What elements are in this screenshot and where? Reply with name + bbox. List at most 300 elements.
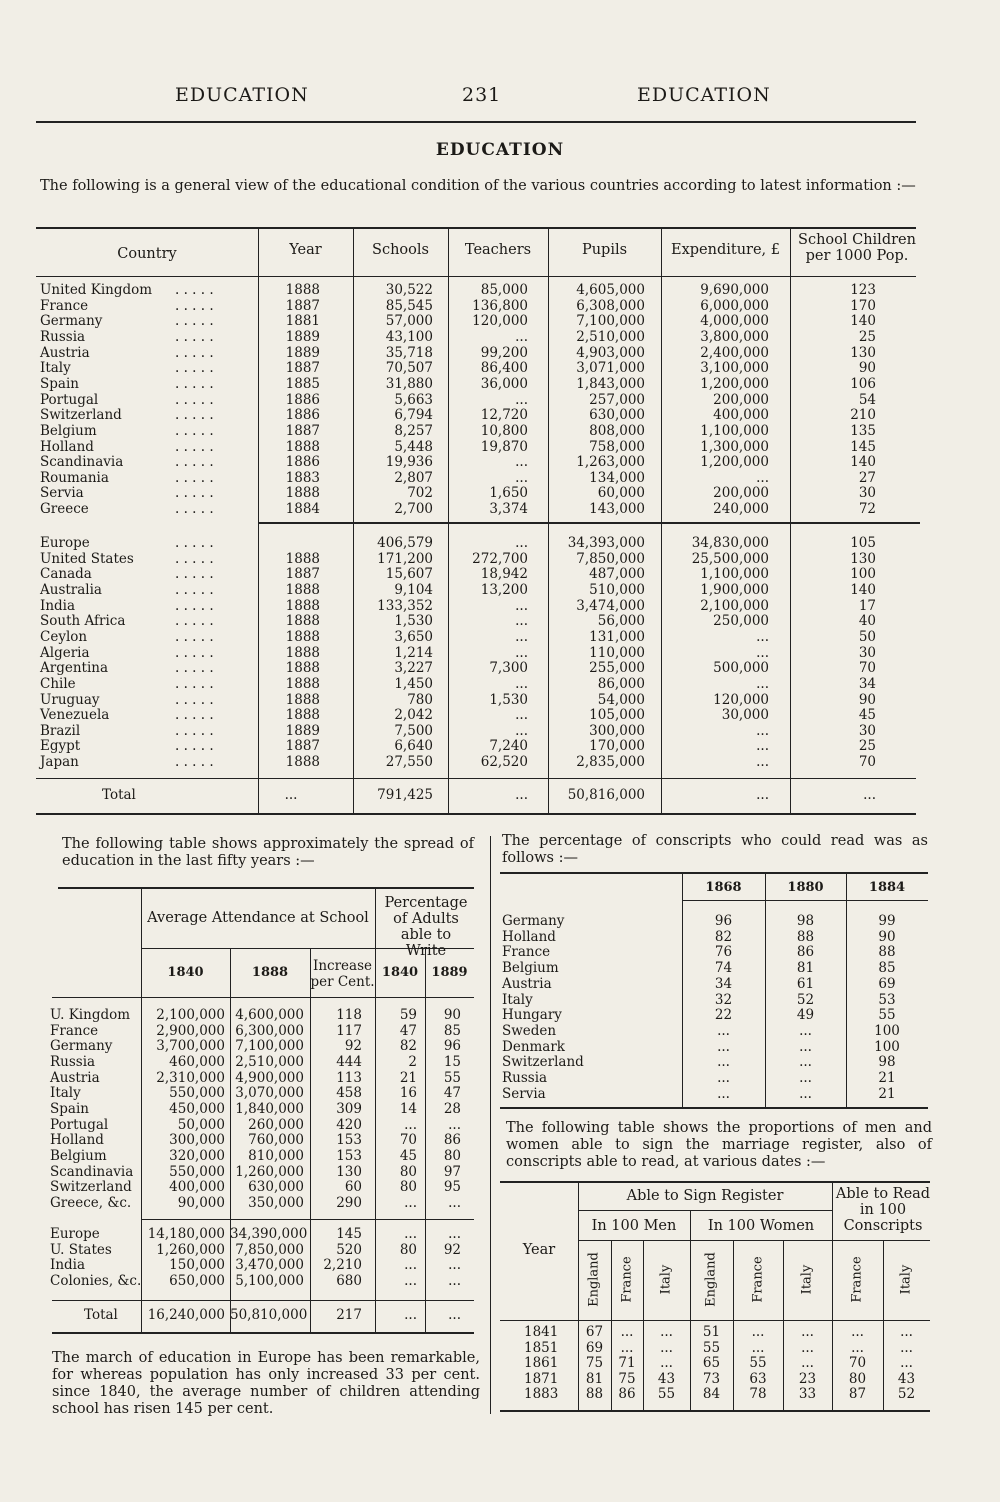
- t1-expenditure: 200,000: [713, 391, 769, 408]
- t1-schools: 2,807: [394, 469, 433, 486]
- t2-write-1840: 16: [399, 1085, 417, 1102]
- t1-year: 1887: [285, 422, 320, 439]
- t1-schools: 43,100: [385, 328, 433, 345]
- t4-cell: ...: [851, 1324, 864, 1340]
- t1-group-rule: [258, 522, 920, 524]
- t1-pupils: 105,000: [589, 707, 645, 724]
- t4-cell: 87: [848, 1386, 867, 1403]
- t2-total-country: Total: [84, 1307, 118, 1323]
- page-number: 231: [462, 84, 502, 106]
- t1-pupils: 110,000: [589, 644, 645, 661]
- t2-country: Austria: [50, 1069, 100, 1086]
- t1-country: United States: [40, 550, 134, 567]
- t1-teachers: 36,000: [480, 375, 528, 392]
- t1-teachers: 10,800: [480, 422, 528, 439]
- t2-att-1888: 1,260,000: [235, 1163, 304, 1180]
- t1-pupils: 510,000: [589, 581, 645, 598]
- t1-children-per-1000: 140: [850, 581, 876, 598]
- t4-cell: ...: [751, 1324, 765, 1340]
- t2-write-1889: 80: [443, 1147, 461, 1164]
- t3-y1884: 55: [878, 1007, 896, 1024]
- t1-children-per-1000: 105: [850, 535, 876, 551]
- t2-att-1840: 150,000: [169, 1257, 225, 1274]
- t3-country: Switzerland: [502, 1054, 584, 1071]
- t2-att-1888: 7,100,000: [235, 1038, 304, 1055]
- t1-expenditure: 250,000: [713, 613, 769, 630]
- t4-sub-rule-1: [578, 1210, 832, 1211]
- t2-increase: 520: [336, 1241, 362, 1258]
- t1-schools: 3,227: [394, 660, 433, 677]
- t4-cell: 65: [702, 1355, 721, 1372]
- t3-year-1884: 1884: [868, 880, 906, 895]
- t1-children-per-1000: 17: [858, 597, 876, 614]
- t1-header-teachers: Teachers: [464, 242, 532, 258]
- t1-country: India: [40, 597, 76, 614]
- t3-y1880: ...: [799, 1054, 812, 1071]
- t2-write-1840: ...: [404, 1116, 417, 1133]
- t1-teachers: ...: [515, 391, 528, 408]
- t1-head-rule: [36, 276, 916, 277]
- t4-cell: 75: [618, 1370, 636, 1387]
- t1-teachers: 7,300: [489, 660, 528, 677]
- t2-att-1840: 650,000: [169, 1272, 225, 1289]
- t2-sub-increase: Increase per Cent.: [310, 958, 375, 990]
- t3-y1880: ...: [799, 1022, 812, 1039]
- t4-col-header: England: [586, 1252, 602, 1307]
- t1-year: 1888: [285, 597, 320, 614]
- page-title: EDUCATION: [435, 140, 565, 160]
- t2-increase: 153: [336, 1132, 362, 1149]
- t2-write-1840: ...: [404, 1257, 417, 1274]
- t1-schools: 6,794: [394, 407, 433, 424]
- t1-expenditure: ...: [756, 644, 769, 661]
- t1-total-teachers: ...: [515, 787, 528, 803]
- t2-increase: 130: [336, 1163, 362, 1180]
- t1-children-per-1000: 30: [858, 722, 876, 739]
- t1-schools: 9,104: [394, 581, 433, 598]
- t1-children-per-1000: 72: [858, 501, 876, 518]
- t2-increase: 680: [336, 1272, 362, 1289]
- t1-teachers: ...: [515, 675, 528, 692]
- t1-pupils: 4,903,000: [576, 344, 645, 361]
- t1-pupils: 758,000: [589, 438, 645, 455]
- t2-att-1840: 320,000: [169, 1147, 225, 1164]
- t1-country: Australia: [40, 581, 102, 598]
- t3-y1868: 34: [714, 975, 733, 992]
- t1-expenditure: 25,500,000: [691, 550, 769, 567]
- leader-dots: . . . . .: [175, 550, 214, 567]
- t4-col-sep: [643, 1240, 644, 1410]
- t1-schools: 2,700: [394, 501, 433, 518]
- t2-write-1889: ...: [448, 1226, 461, 1242]
- t1-children-per-1000: 50: [858, 628, 876, 645]
- t3-y1868: 74: [714, 960, 733, 977]
- leader-dots: . . . . .: [175, 581, 214, 598]
- t1-children-per-1000: 145: [850, 438, 876, 455]
- t2-increase: 118: [336, 1007, 362, 1023]
- t2-att-1840: 2,900,000: [156, 1022, 225, 1039]
- t1-expenditure: 1,200,000: [700, 375, 769, 392]
- t2-write-1840: 2: [408, 1053, 417, 1070]
- t4-cell: 78: [749, 1386, 767, 1403]
- t4-cell: 1861: [524, 1355, 559, 1372]
- t1-schools: 70,507: [385, 360, 433, 377]
- t1-schools: 1,530: [394, 613, 433, 630]
- t1-country: Argentina: [40, 660, 109, 677]
- t1-schools: 702: [407, 485, 433, 502]
- t1-pupils: 3,474,000: [576, 597, 645, 614]
- t2-write-1840: 47: [399, 1022, 417, 1039]
- t1-total-expenditure: ...: [756, 787, 769, 803]
- t1-year: 1887: [285, 297, 320, 314]
- t1-col-sep: [790, 227, 791, 813]
- t3-y1884: 69: [878, 975, 896, 992]
- t1-schools: 19,936: [385, 454, 433, 471]
- t4-cell: 67: [585, 1324, 604, 1340]
- t1-expenditure: ...: [756, 628, 769, 645]
- t1-pupils: 7,100,000: [576, 313, 645, 330]
- t1-children-per-1000: 123: [850, 282, 876, 298]
- t2-country: Russia: [50, 1053, 96, 1070]
- t1-year: 1888: [285, 485, 320, 502]
- t1-year: 1888: [285, 675, 320, 692]
- t1-children-per-1000: 90: [858, 360, 876, 377]
- t1-year: 1888: [285, 628, 320, 645]
- t1-year: 1883: [285, 469, 320, 486]
- t1-year: 1888: [285, 550, 320, 567]
- t3-country: France: [502, 944, 551, 961]
- t2-increase: 2,210: [323, 1257, 362, 1274]
- t1-teachers: 3,374: [489, 501, 528, 518]
- t4-cell: 80: [848, 1370, 867, 1387]
- t4-cell: 73: [702, 1370, 721, 1387]
- t1-pupils: 56,000: [597, 613, 645, 630]
- t4-intro: The following table shows the proportions of men and women able to sign the marriage register, also of conscripts able to read, at various dates :—: [506, 1120, 932, 1170]
- t2-att-1840: 1,260,000: [156, 1241, 225, 1258]
- t2-increase: 444: [336, 1053, 362, 1070]
- t1-year: 1887: [285, 738, 320, 755]
- t1-schools: 27,550: [385, 754, 433, 771]
- t3-y1884: 90: [878, 928, 896, 945]
- t2-write-1840: ...: [404, 1272, 417, 1289]
- t1-year: 1888: [285, 644, 320, 661]
- t1-pupils: 487,000: [589, 566, 645, 583]
- leader-dots: . . . . .: [175, 566, 214, 583]
- t2-att-1888: 3,070,000: [235, 1085, 304, 1102]
- t4-cell: ...: [751, 1339, 765, 1356]
- t1-schools: 1,214: [394, 644, 433, 661]
- t4-cell: 1851: [524, 1339, 559, 1356]
- t2-write-1889: 28: [443, 1100, 461, 1117]
- t1-year: 1886: [285, 391, 320, 408]
- t1-children-per-1000: 135: [850, 422, 876, 439]
- t2-country: Belgium: [50, 1147, 107, 1164]
- t4-cell: 23: [798, 1370, 817, 1387]
- t4-col-sep: [832, 1181, 833, 1410]
- t1-teachers: ...: [515, 454, 528, 471]
- t2-write-1889: ...: [448, 1257, 461, 1274]
- t1-expenditure: 3,800,000: [700, 328, 769, 345]
- t4-col-header: France: [750, 1256, 766, 1303]
- t2-att-1888: 7,850,000: [235, 1241, 304, 1258]
- t2-att-1888: 2,510,000: [235, 1053, 304, 1070]
- t2-total-att-1840: 16,240,000: [147, 1307, 225, 1323]
- leader-dots: . . . . .: [175, 660, 214, 677]
- t4-cell: 86: [618, 1386, 636, 1403]
- leader-dots: . . . . .: [175, 644, 214, 661]
- t1-teachers: 18,942: [480, 566, 528, 583]
- t2-att-1840: 14,180,000: [147, 1226, 225, 1242]
- t1-expenditure: ...: [756, 754, 769, 771]
- t1-country: Japan: [40, 754, 79, 771]
- t3-top-rule: [500, 872, 928, 874]
- march-paragraph: The march of education in Europe has been remarkable, for whereas population has only increased 33 per cent. since 1840, the average number of children attending school has risen 145 per cent.: [52, 1350, 480, 1417]
- t4-col-header: France: [619, 1256, 635, 1303]
- t3-y1884: 53: [878, 991, 896, 1008]
- t2-increase: 117: [336, 1022, 362, 1039]
- t1-header-children: School Children per 1000 Pop.: [798, 232, 916, 264]
- leader-dots: . . . . .: [175, 282, 214, 298]
- t4-cell: ...: [660, 1355, 673, 1372]
- t2-write-1840: 80: [399, 1179, 417, 1196]
- t2-write-1840: ...: [404, 1194, 417, 1211]
- intro-text: The following is a general view of the educational condition of the various countries according to latest information :—: [40, 178, 916, 194]
- t1-year: 1888: [285, 581, 320, 598]
- t1-teachers: 120,000: [472, 313, 528, 330]
- t2-increase: 458: [336, 1085, 362, 1102]
- leader-dots: . . . . .: [175, 722, 214, 739]
- t1-expenditure: 1,900,000: [700, 581, 769, 598]
- t1-teachers: 1,530: [489, 691, 528, 708]
- t1-schools: 31,880: [385, 375, 433, 392]
- t4-col-header: Italy: [799, 1264, 815, 1295]
- t1-total-year: ...: [284, 787, 298, 803]
- t2-att-1840: 550,000: [169, 1085, 225, 1102]
- t1-header-schools: Schools: [372, 242, 429, 258]
- t1-expenditure: 240,000: [713, 501, 769, 518]
- leader-dots: . . . . .: [175, 407, 214, 424]
- t2-increase: 113: [336, 1069, 362, 1086]
- leader-dots: . . . . .: [175, 391, 214, 408]
- t3-country: Belgium: [502, 960, 559, 977]
- t1-year: 1888: [285, 754, 320, 771]
- t2-write-1840: 14: [399, 1100, 417, 1117]
- t4-bottom-rule: [500, 1410, 930, 1412]
- t1-country: Servia: [40, 485, 84, 502]
- leader-dots: . . . . .: [175, 707, 214, 724]
- t3-country: Italy: [502, 991, 533, 1008]
- t4-cell: 43: [657, 1370, 676, 1387]
- column-divider: [490, 836, 491, 1414]
- t1-year: 1889: [285, 344, 320, 361]
- t2-att-1888: 1,840,000: [235, 1100, 304, 1117]
- t1-country: Uruguay: [40, 691, 100, 708]
- t1-children-per-1000: 140: [850, 313, 876, 330]
- t1-schools: 3,650: [394, 628, 433, 645]
- t1-expenditure: 2,400,000: [700, 344, 769, 361]
- t2-country: Switzerland: [50, 1179, 132, 1196]
- t4-cell: 71: [618, 1355, 636, 1372]
- t1-col-sep: [548, 227, 549, 813]
- t3-y1880: 49: [796, 1007, 815, 1024]
- t2-total-increase: 217: [336, 1307, 362, 1323]
- t4-header-women: In 100 Women: [707, 1218, 815, 1234]
- leader-dots: . . . . .: [175, 675, 214, 692]
- t2-write-1889: 95: [443, 1179, 461, 1196]
- t2-att-1888: 630,000: [248, 1179, 304, 1196]
- t2-att-1840: 400,000: [169, 1179, 225, 1196]
- t3-y1868: ...: [717, 1022, 730, 1039]
- t1-total-rule: [36, 778, 916, 779]
- leader-dots: . . . . .: [175, 597, 214, 614]
- t2-increase: 92: [344, 1038, 362, 1055]
- t3-y1880: 81: [796, 960, 815, 977]
- t4-col-sep: [883, 1240, 884, 1410]
- t2-att-1840: 460,000: [169, 1053, 225, 1070]
- t2-att-1840: 550,000: [169, 1163, 225, 1180]
- t1-schools: 30,522: [385, 282, 433, 298]
- t4-head-rule: [500, 1320, 930, 1321]
- t1-children-per-1000: 30: [858, 644, 876, 661]
- t4-cell: 33: [798, 1386, 817, 1403]
- t4-cell: ...: [801, 1324, 814, 1340]
- t3-y1884: 21: [878, 1085, 896, 1102]
- t4-col-sep: [733, 1240, 734, 1410]
- t1-pupils: 34,393,000: [567, 535, 645, 551]
- t2-write-1840: 21: [399, 1069, 417, 1086]
- t1-children-per-1000: 106: [850, 375, 876, 392]
- t1-country: South Africa: [40, 613, 126, 630]
- t2-att-1888: 3,470,000: [235, 1257, 304, 1274]
- t2-sub-1888: 1888: [251, 965, 289, 980]
- t1-country: Ceylon: [40, 628, 88, 645]
- leader-dots: . . . . .: [175, 360, 214, 377]
- t1-children-per-1000: 70: [858, 660, 876, 677]
- t1-country: Algeria: [40, 644, 90, 661]
- t2-att-1840: 2,310,000: [156, 1069, 225, 1086]
- t3-y1880: 86: [796, 944, 815, 961]
- leader-dots: . . . . .: [175, 328, 214, 345]
- t3-country: Denmark: [502, 1038, 565, 1055]
- t1-country: Egypt: [40, 738, 81, 755]
- t1-schools: 57,000: [385, 313, 433, 330]
- t3-y1868: ...: [717, 1054, 730, 1071]
- t3-country: Russia: [502, 1070, 548, 1086]
- t1-col-sep: [353, 227, 354, 813]
- leader-dots: . . . . .: [175, 485, 214, 502]
- t1-total-pupils: 50,816,000: [567, 787, 645, 803]
- t1-schools: 35,718: [385, 344, 433, 361]
- t3-y1868: 76: [714, 944, 733, 961]
- t1-children-per-1000: 30: [858, 485, 876, 502]
- t1-pupils: 1,263,000: [576, 454, 645, 471]
- t2-write-1889: 90: [443, 1007, 461, 1023]
- t2-increase: 290: [336, 1194, 362, 1211]
- t2-country: U. States: [50, 1241, 112, 1258]
- t1-expenditure: 120,000: [713, 691, 769, 708]
- t4-cell: 88: [585, 1386, 604, 1403]
- running-head-left: EDUCATION: [175, 84, 309, 106]
- running-head-right: EDUCATION: [637, 84, 771, 106]
- t4-cell: ...: [900, 1355, 913, 1372]
- t1-pupils: 2,835,000: [576, 754, 645, 771]
- t1-year: 1887: [285, 360, 320, 377]
- t1-expenditure: 6,000,000: [700, 297, 769, 314]
- t1-country: Spain: [40, 375, 79, 392]
- t1-year: 1889: [285, 328, 320, 345]
- t2-increase: 420: [336, 1116, 362, 1133]
- t1-pupils: 60,000: [597, 485, 645, 502]
- t1-expenditure: 1,200,000: [700, 454, 769, 471]
- t2-att-1888: 34,390,000: [230, 1226, 308, 1242]
- t2-write-1889: 97: [443, 1163, 461, 1180]
- t1-schools: 1,450: [394, 675, 433, 692]
- t1-col-sep: [661, 227, 662, 813]
- t1-expenditure: 9,690,000: [700, 282, 769, 298]
- t1-schools: 15,607: [385, 566, 433, 583]
- t2-write-1889: 85: [443, 1022, 461, 1039]
- t2-country: Scandinavia: [50, 1163, 134, 1180]
- t3-y1880: ...: [799, 1038, 812, 1055]
- t2-sub-1889-write: 1889: [431, 965, 468, 980]
- leader-dots: . . . . .: [175, 754, 214, 771]
- t2-write-1840: 80: [399, 1163, 417, 1180]
- t1-year: 1886: [285, 454, 320, 471]
- t1-children-per-1000: 40: [858, 613, 876, 630]
- t2-increase: 145: [336, 1226, 362, 1242]
- t1-country: France: [40, 297, 89, 314]
- t1-pupils: 808,000: [589, 422, 645, 439]
- t1-teachers: ...: [515, 707, 528, 724]
- t4-cell: ...: [620, 1339, 634, 1356]
- t4-col-sep: [783, 1240, 784, 1410]
- t1-schools: 171,200: [377, 550, 433, 567]
- t4-col-header: France: [849, 1256, 865, 1303]
- t1-expenditure: ...: [756, 469, 769, 486]
- t2-country: Holland: [50, 1132, 104, 1149]
- t1-children-per-1000: 100: [850, 566, 876, 583]
- t2-write-1889: ...: [448, 1194, 461, 1211]
- t3-y1884: 88: [878, 944, 896, 961]
- t3-y1868: 82: [714, 928, 733, 945]
- t3-y1884: 21: [878, 1070, 896, 1086]
- t1-pupils: 257,000: [589, 391, 645, 408]
- t1-pupils: 134,000: [589, 469, 645, 486]
- t1-children-per-1000: 130: [850, 344, 876, 361]
- t3-country: Hungary: [502, 1007, 562, 1024]
- t3-country: Germany: [502, 913, 565, 929]
- t2-att-1840: 50,000: [177, 1116, 225, 1133]
- t1-header-pupils: Pupils: [581, 242, 628, 258]
- t3-y1884: 100: [874, 1022, 900, 1039]
- t2-att-1888: 350,000: [248, 1194, 304, 1211]
- t1-total-children-per-1000: ...: [863, 787, 876, 803]
- leader-dots: . . . . .: [175, 454, 214, 471]
- t4-cell: 1841: [524, 1324, 559, 1340]
- t1-country: Europe: [40, 535, 90, 551]
- t1-expenditure: 200,000: [713, 485, 769, 502]
- t1-schools: 780: [407, 691, 433, 708]
- t1-pupils: 170,000: [589, 738, 645, 755]
- t4-cell: ...: [620, 1324, 634, 1340]
- t1-schools: 6,640: [394, 738, 433, 755]
- t1-pupils: 7,850,000: [576, 550, 645, 567]
- t1-expenditure: 34,830,000: [691, 535, 769, 551]
- t1-children-per-1000: 25: [858, 738, 876, 755]
- t1-year: 1889: [285, 722, 320, 739]
- t1-country: United Kingdom: [40, 282, 153, 298]
- t2-write-1840: 80: [399, 1241, 417, 1258]
